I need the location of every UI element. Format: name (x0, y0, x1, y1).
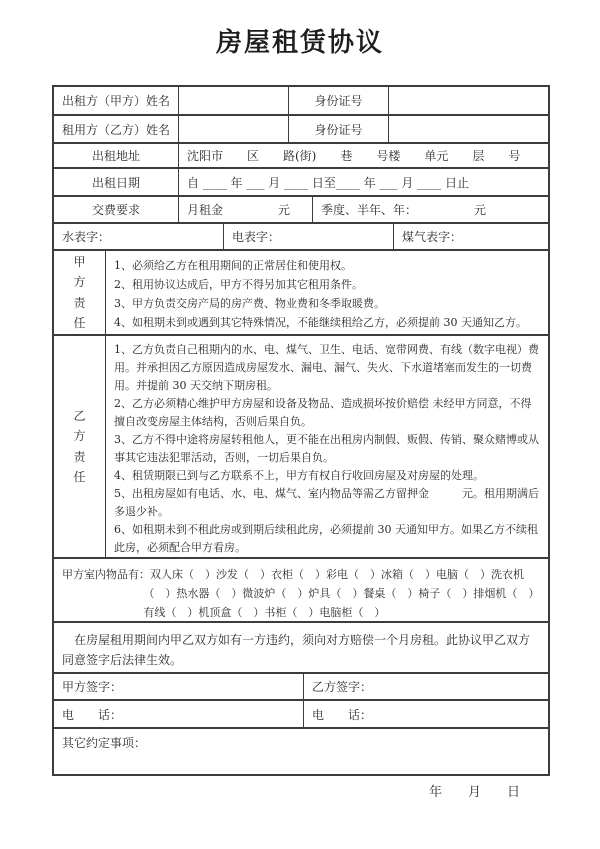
party-b-duties-row (54, 334, 548, 557)
fees-label: 交费要求 (91, 203, 140, 217)
landlord-row (54, 87, 548, 114)
duty-item: 5、出租房屋如有电话、水、电、煤气、室内物品等需乙方留押金 元。租用期满后多退少补。 (114, 487, 539, 518)
period-rent-unit: 元 (473, 203, 486, 217)
period-rent-field[interactable] (312, 197, 548, 222)
rental-agreement-form (52, 85, 550, 776)
monthly-rent-label: 月租金 (187, 203, 224, 217)
landlord-name-label: 出租方（甲方）姓名 (61, 94, 170, 108)
lease-date-row (54, 167, 548, 195)
address-row (54, 142, 548, 167)
other-items-field[interactable] (54, 729, 548, 774)
duty-item: 4、如租期未到或遇到其它特殊情况，不能继续租给乙方，必须提前 30 天通知乙方。 (114, 316, 527, 329)
duty-item: 2、租用协议达成后，甲方不得另加其它租用条件。 (114, 278, 363, 291)
fees-row (54, 195, 548, 222)
party-b-signature-label: 乙方签字： (312, 680, 373, 694)
phone-row (54, 699, 548, 727)
tenant-id-label: 身份证号 (288, 116, 388, 142)
tenant-name-field[interactable] (178, 116, 288, 142)
party-a-duties-content (105, 251, 548, 334)
water-meter-field[interactable]: 水表字： (62, 230, 111, 244)
lease-date-label: 出租日期 (91, 175, 140, 190)
duty-item: 4、租赁期限已到与乙方联系不上，甲方有权自行收回房屋及对房屋的处理。 (114, 469, 484, 482)
duty-item: 1、乙方负责自己租期内的水、电、煤气、卫生、电话、宽带网费、有线（数字电视）费用。并承担因乙方原因造成房屋发水、漏电、漏气、失火、下水道堵塞而发生的一切费用。并提前 30 天交纳下期房租。 (114, 343, 539, 392)
party-b-phone-label: 电 话： (312, 707, 373, 722)
monthly-rent-field[interactable] (178, 197, 312, 222)
duty-item: 3、乙方不得中途将房屋转租他人，更不能在出租房内制假、贩假、传销、聚众赌博或从事其它违法犯罪活动，否则，一切后果自负。 (114, 433, 539, 464)
party-a-signature-label: 甲方签字： (62, 680, 123, 694)
monthly-rent-unit: 元 (277, 203, 290, 217)
inventory-checklist[interactable] (54, 559, 548, 621)
electric-meter-field[interactable]: 电表字： (223, 224, 393, 249)
party-b-phone-field[interactable] (303, 701, 548, 727)
meters-row (54, 222, 548, 249)
breach-clause-row (54, 621, 548, 672)
other-items-row (54, 727, 548, 774)
period-rent-label: 季度、半年、年： (321, 203, 418, 217)
party-b-duties-content (105, 336, 548, 557)
tenant-row (54, 114, 548, 142)
signature-row (54, 672, 548, 699)
other-items-label: 其它约定事项： (62, 736, 147, 750)
address-label: 出租地址 (91, 149, 140, 163)
party-a-signature-field[interactable] (54, 674, 303, 699)
inventory-row (54, 557, 548, 621)
duty-item: 6、如租期未到不租此房或到期后续租此房，必须提前 30 天通知甲方。如果乙方不续租此房，必须配合甲方看房。 (114, 523, 538, 554)
footer-date-field[interactable]: 年 月 日 (428, 785, 520, 800)
party-b-signature-field[interactable] (303, 674, 548, 699)
party-a-duties-row (54, 249, 548, 334)
page-title: 房屋租赁协议 (215, 28, 384, 58)
party-b-duties-label: 乙方责任 (73, 408, 86, 484)
party-a-duties-label: 甲方责任 (73, 254, 86, 330)
tenant-id-field[interactable] (388, 116, 548, 142)
inventory-lead: 甲方室内物品有： (62, 568, 150, 581)
duty-item: 2、乙方必须精心维护甲方房屋和设备及物品、造成损坏按价赔偿 未经甲方同意，不得擅自改变房屋主体结构，否则后果自负。 (114, 397, 532, 428)
duty-item: 1、必须给乙方在租用期间的正常居住和使用权。 (114, 259, 352, 272)
landlord-id-label: 身份证号 (288, 87, 388, 114)
tenant-name-label: 租用方（乙方）姓名 (61, 122, 170, 137)
party-a-phone-field[interactable] (54, 701, 303, 727)
landlord-name-field[interactable] (178, 87, 288, 114)
address-field[interactable]: 沈阳市 区 路(街) 巷 号楼 单元 层 号 (178, 144, 548, 167)
breach-clause: 在房屋租用期间内甲乙双方如有一方违约，须向对方赔偿一个月房租。此协议甲乙双方同意签字后法律生效。 (62, 633, 531, 667)
lease-date-field[interactable]: 自 ____ 年 ___ 月 ____ 日至____ 年 ___ 月 ____ 日止 (178, 169, 548, 195)
party-a-phone-label: 电 话： (62, 707, 123, 722)
duty-item: 3、甲方负责交房产局的房产费、物业费和冬季取暖费。 (114, 297, 385, 310)
landlord-id-field[interactable] (388, 87, 548, 114)
gas-meter-field[interactable]: 煤气表字： (393, 224, 548, 249)
inventory-items: 双人床（ ）沙发（ ）衣柜（ ）彩电（ ）冰箱（ ）电脑（ ）洗衣机（ ）热水器（ ）微波炉（ ）炉具（ ）餐桌（ ）椅子（ ）排烟机（ ）有线（ ）机顶盒（ ）书柜（ ）电脑柜（ ） (143, 568, 540, 619)
